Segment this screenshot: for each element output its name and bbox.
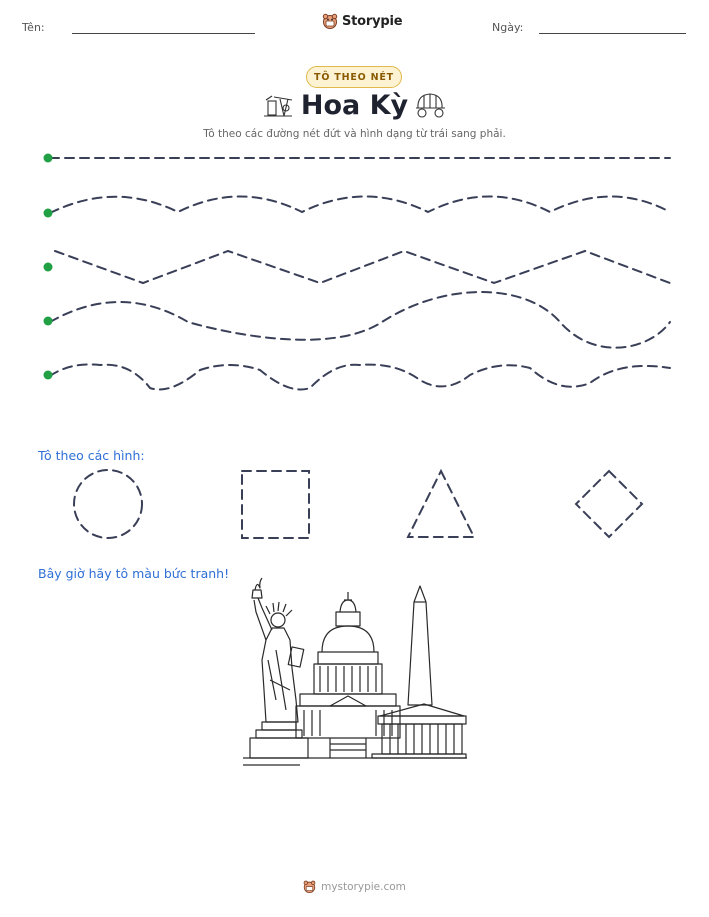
statue-of-liberty	[250, 578, 308, 758]
brand-name: Storypie	[342, 13, 403, 29]
washington-monument	[408, 586, 432, 705]
date-label: Ngày:	[492, 21, 524, 34]
instructions: Tô theo các đường nét đứt và hình dạng từ trái sang phải.	[203, 128, 506, 140]
capitol-building	[296, 592, 400, 758]
name-label: Tên:	[22, 21, 45, 34]
footer	[0, 880, 709, 893]
page-title: Hoa Kỳ	[300, 90, 409, 121]
storypie-logo-icon	[303, 880, 316, 893]
coloring-label: Bây giờ hãy tô màu bức tranh!	[38, 566, 230, 581]
shapes-label: Tô theo các hình:	[38, 448, 145, 463]
footer-url[interactable]: mystorypie.com	[321, 880, 406, 893]
activity-badge: TÔ THEO NÉT	[306, 66, 402, 88]
lincoln-memorial	[372, 704, 466, 758]
